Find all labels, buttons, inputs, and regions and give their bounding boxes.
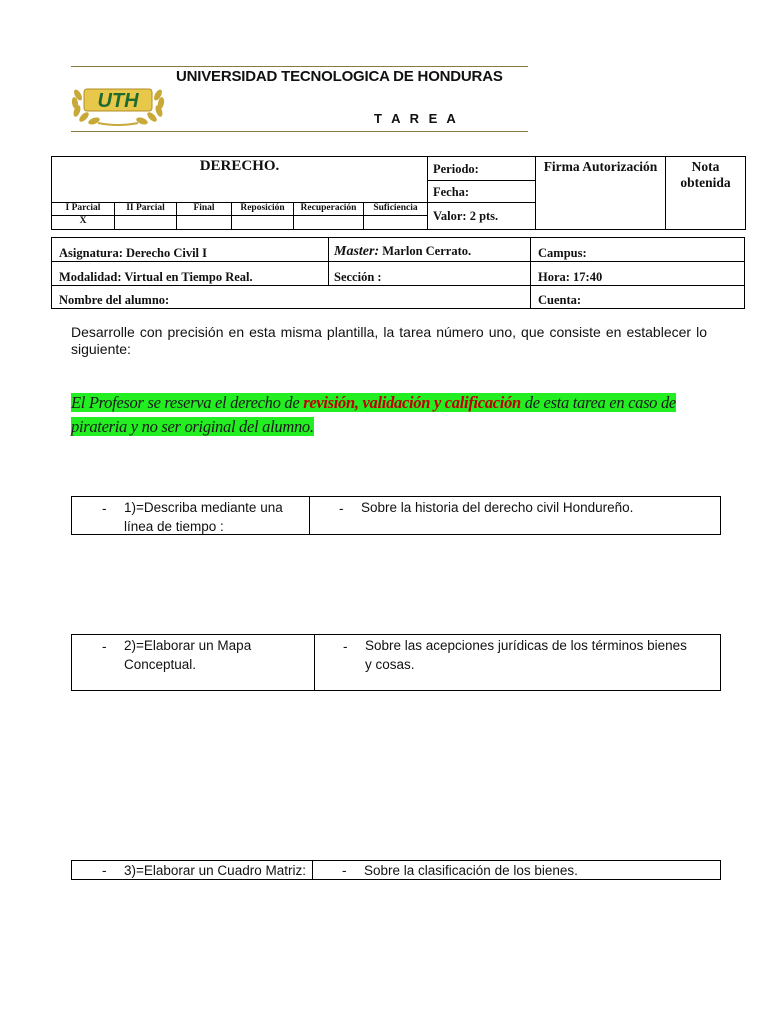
seccion-label: Sección : <box>334 270 382 284</box>
exam-mark-cell-6[interactable] <box>363 215 428 230</box>
master-cell <box>328 237 531 262</box>
exam-type-label: Reposición <box>240 203 285 213</box>
exam-mark-cell-1[interactable] <box>51 215 115 230</box>
task-1-divider <box>309 497 310 534</box>
notice-part-1: El Profesor se reserva el derecho de <box>71 393 304 412</box>
svg-text:UTH: UTH <box>97 90 139 112</box>
header-bottom-rule <box>71 131 528 132</box>
exam-type-cell-2 <box>114 202 177 216</box>
exam-mark: X <box>79 216 87 226</box>
exam-type-label: Recuperación <box>300 203 357 213</box>
valor-label: Valor: 2 pts. <box>433 209 499 223</box>
exam-type-label: Suficiencia <box>373 203 418 213</box>
task-1-right-dash: - <box>339 501 344 516</box>
master-name: Marlon Cerrato. <box>379 244 472 258</box>
task-2-right-text: Sobre las acepciones jurídicas de los términos bienes y cosas. <box>365 638 687 672</box>
campus-label: Campus: <box>538 246 587 260</box>
exam-type-cell-1 <box>51 202 115 216</box>
seccion-cell <box>328 261 531 286</box>
cuenta-cell <box>530 285 745 309</box>
cuenta-label: Cuenta: <box>538 293 582 307</box>
nombre-cell <box>51 285 531 309</box>
asignatura-cell <box>51 237 329 262</box>
task-2-left-text: 2)=Elaborar un Mapa Conceptual. <box>124 638 252 672</box>
nota-cell <box>665 156 746 230</box>
task-3-left-dash: - <box>102 863 107 878</box>
fecha-cell <box>427 180 536 203</box>
exam-type-cell-6 <box>363 202 428 216</box>
task-3-right-text: Sobre la clasificación de los bienes. <box>364 863 578 878</box>
exam-mark-cell-4[interactable] <box>231 215 294 230</box>
campus-cell <box>530 237 745 262</box>
task-2-left-dash: - <box>102 639 107 654</box>
task-row-1 <box>71 496 721 535</box>
instructions-text: Desarrolle con precisión en esta misma plantilla, la tarea número uno, que consiste en establecer lo siguiente: <box>71 324 707 357</box>
nombre-label: Nombre del alumno: <box>59 293 170 307</box>
task-3-right-dash: - <box>342 863 347 878</box>
modalidad-cell <box>51 261 329 286</box>
task-1-right-text: Sobre la historia del derecho civil Hondureño. <box>361 500 634 515</box>
subject-title-cell <box>51 156 428 203</box>
task-1-left-dash: - <box>102 501 107 516</box>
subject-title: DERECHO. <box>199 158 280 174</box>
exam-type-label: I Parcial <box>65 203 101 213</box>
firma-label: Firma Autorización <box>543 159 658 174</box>
university-title: UNIVERSIDAD TECNOLOGICA DE HONDURAS <box>176 68 503 85</box>
exam-mark-cell-5[interactable] <box>293 215 364 230</box>
firma-cell <box>535 156 666 230</box>
exam-mark-cell-3[interactable] <box>176 215 232 230</box>
task-1-left-text: 1)=Describa mediante una línea de tiempo : <box>124 500 283 534</box>
exam-type-label: Final <box>193 203 215 213</box>
task-2-right-dash: - <box>343 639 348 654</box>
task-2-divider <box>314 635 315 690</box>
exam-type-label: II Parcial <box>126 203 165 213</box>
nota-label: Nota obtenida <box>680 159 731 190</box>
periodo-cell <box>427 156 536 181</box>
header-top-rule <box>71 66 528 67</box>
exam-type-cell-5 <box>293 202 364 216</box>
task-row-3 <box>71 860 721 880</box>
exam-type-cell-3 <box>176 202 232 216</box>
asignatura-label: Asignatura: Derecho Civil I <box>59 246 208 260</box>
exam-mark-cell-2[interactable] <box>114 215 177 230</box>
periodo-label: Periodo: <box>433 162 479 176</box>
modalidad-label: Modalidad: Virtual en Tiempo Real. <box>59 270 253 284</box>
task-3-divider <box>312 861 313 879</box>
notice-highlight: revisión, validación y calificación <box>303 393 521 412</box>
exam-type-cell-4 <box>231 202 294 216</box>
fecha-label: Fecha: <box>433 185 470 199</box>
hora-cell <box>530 261 745 286</box>
task-row-2 <box>71 634 721 691</box>
hora-label: Hora: 17:40 <box>538 270 603 284</box>
notice-part-3: de esta tarea en caso de pirateria y no ser original del alumno. <box>71 393 676 436</box>
uth-logo <box>68 75 168 127</box>
plagiarism-notice <box>71 391 711 439</box>
task-3-left-text: 3)=Elaborar un Cuadro Matriz: <box>124 863 306 878</box>
document-type-title: T A R E A <box>374 111 459 126</box>
master-label: Master: <box>334 244 380 259</box>
valor-cell <box>427 202 536 230</box>
